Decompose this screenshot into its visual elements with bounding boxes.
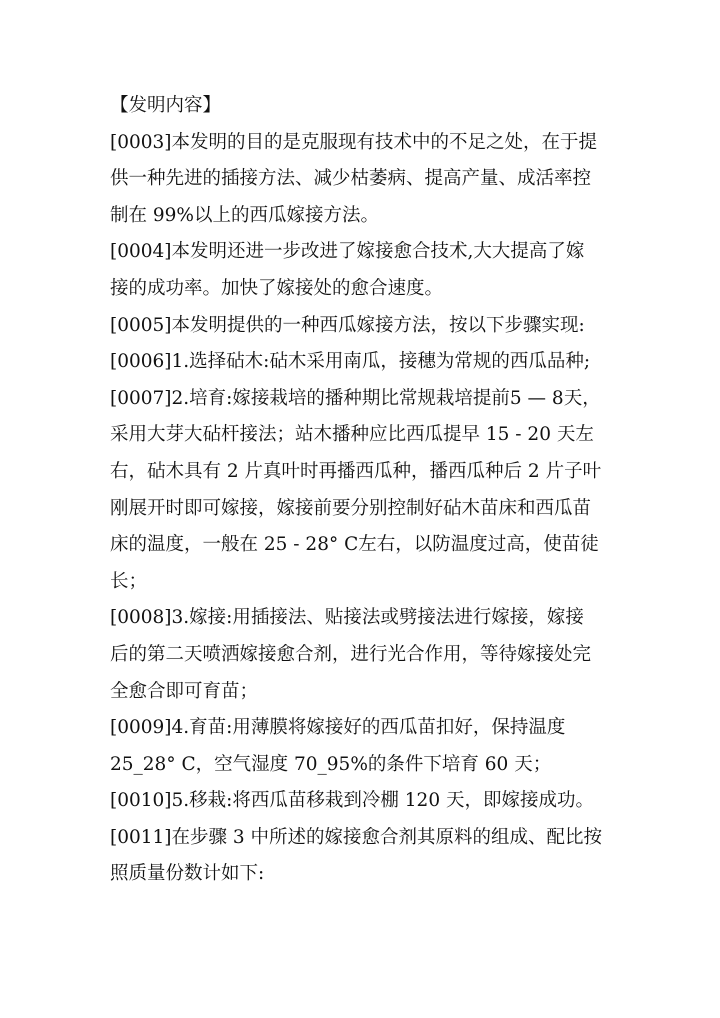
text-line: 接的成功率。加快了嫁接处的愈合速度。 bbox=[110, 277, 444, 299]
text-line: 全愈合即可育苗； bbox=[110, 680, 259, 702]
text-line: 制在 99%以上的西瓜嫁接方法。 bbox=[110, 204, 380, 226]
text-line: [0009]4.育苗:用薄膜将嫁接好的西瓜苗扣好，保持温度 bbox=[110, 717, 566, 739]
text-line: [0011]在步骤 3 中所述的嫁接愈合剂其原料的组成、配比按 bbox=[110, 826, 603, 848]
text-line: 25_28° C，空气湿度 70_95%的条件下培育 60 天； bbox=[110, 753, 552, 775]
text-line: 后的第二天喷洒嫁接愈合剂，进行光合作用，等待嫁接处完 bbox=[110, 643, 592, 665]
document-body bbox=[110, 88, 620, 893]
text-line: 采用大芽大砧杆接法；站木播种应比西瓜提早 15 - 20 天左 bbox=[110, 424, 594, 446]
text-line: [0006]1.选择砧木:砧木采用南瓜，接穗为常规的西瓜品种; bbox=[110, 351, 591, 373]
text-line: 刚展开时即可嫁接，嫁接前要分别控制好砧木苗床和西瓜苗 bbox=[110, 497, 592, 519]
text-line: 床的温度，一般在 25 - 28° C左右，以防温度过高，使苗徒 bbox=[110, 534, 599, 556]
text-line: [0008]3.嫁接:用插接法、贴接法或劈接法进行嫁接，嫁接 bbox=[110, 607, 584, 629]
text-line: 供一种先进的插接方法、减少枯萎病、提高产量、成活率控 bbox=[110, 168, 592, 190]
text-line: 照质量份数计如下: bbox=[110, 863, 265, 885]
text-line: 右，砧木具有 2 片真叶时再播西瓜种，播西瓜种后 2 片子叶 bbox=[110, 460, 602, 482]
text-line: [0010]5.移栽:将西瓜苗移栽到冷棚 120 天，即嫁接成功。 bbox=[110, 790, 594, 812]
text-line: [0004]本发明还进一步改进了嫁接愈合技术,大大提高了嫁 bbox=[110, 241, 585, 263]
text-line: [0005]本发明提供的一种西瓜嫁接方法，按以下步骤实现: bbox=[110, 314, 585, 336]
text-line: [0007]2.培育:嫁接栽培的播种期比常规栽培提前5 — 8天， bbox=[110, 387, 601, 409]
text-line: 长； bbox=[110, 570, 148, 592]
section-heading: 【发明内容】 bbox=[110, 95, 222, 116]
text-line: [0003]本发明的目的是克服现有技术中的不足之处，在于提 bbox=[110, 131, 598, 153]
